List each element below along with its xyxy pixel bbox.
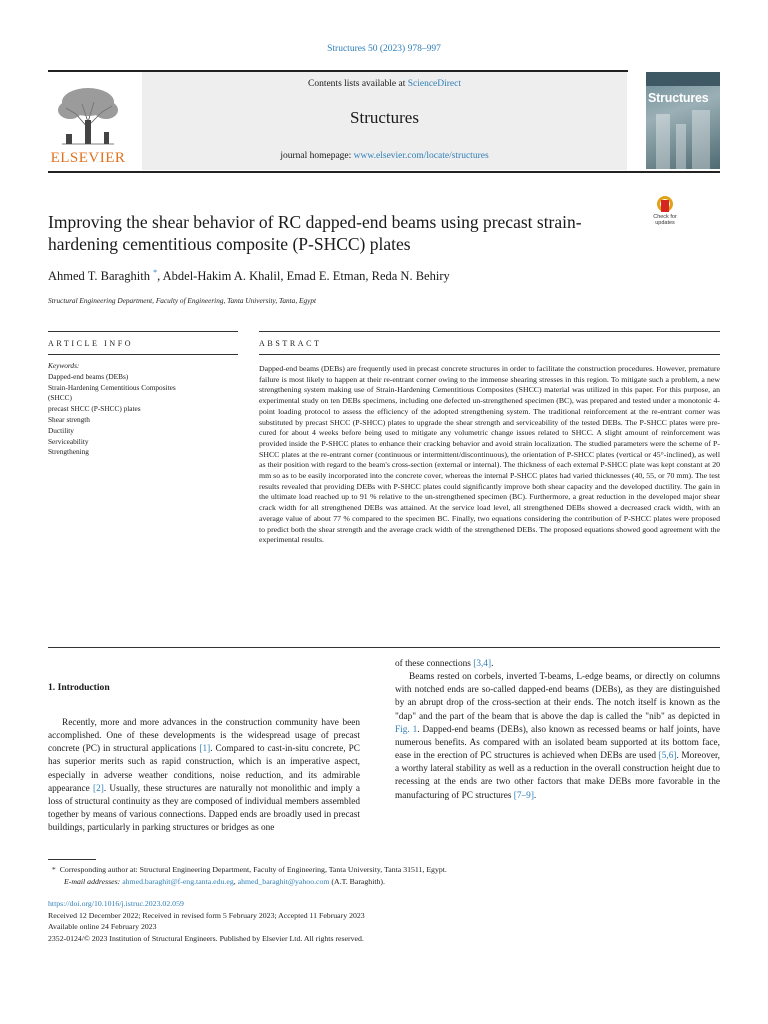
available-online: Available online 24 February 2023 xyxy=(48,922,157,931)
email-link[interactable]: ahmed.baraghit@f-eng.tanta.edu.eg xyxy=(122,877,234,886)
cover-top-bar xyxy=(646,72,720,86)
crossmark-label xyxy=(648,214,682,226)
footnote-mark: * xyxy=(51,865,56,874)
keywords-label: Keywords: xyxy=(48,361,80,370)
text-run: . Compared to cast-in-situ concrete, PC has superior merits such as rapid construction, which is an imperative aspect, especially in adverse weather conditions, noise reduction, and its admirable appearance xyxy=(48,744,360,794)
citation-link[interactable]: [2] xyxy=(93,783,104,794)
email-label: E-mail addresses: xyxy=(64,877,123,886)
keyword-item: (SHCC) xyxy=(48,393,72,403)
right-column xyxy=(395,658,720,803)
text-run: . xyxy=(491,659,494,669)
abstract-end-rule xyxy=(48,647,720,648)
email-footnote xyxy=(48,876,720,888)
article-info-bottom-rule xyxy=(48,354,238,355)
journal-name: Structures xyxy=(350,108,419,127)
article-info-top-rule xyxy=(48,331,238,332)
citation-link[interactable]: [1] xyxy=(199,744,211,755)
cover-building xyxy=(692,110,710,169)
crossmark-line1: Check for xyxy=(653,214,677,220)
citation-link[interactable]: [5,6] xyxy=(658,751,677,762)
section-heading-introduction: 1. Introduction xyxy=(48,682,110,693)
keyword-item: precast SHCC (P-SHCC) plates xyxy=(48,404,141,414)
keyword-item: Ductility xyxy=(48,425,74,435)
journal-reference[interactable]: Structures 50 (2023) 978–997 xyxy=(327,44,441,54)
corresponding-author-mark[interactable]: * xyxy=(153,268,158,277)
intro-paragraph-2 xyxy=(395,671,720,803)
publication-info xyxy=(48,898,720,944)
corresponding-author-footnote xyxy=(48,864,720,876)
text-run: . Dapped-end beams (DEBs), also known as recessed beams or half joints, have numerous benefits. As compared with an isolated beam supported at its bottom face, ease in the erection of PC structures is achieved when DEBs are used xyxy=(395,724,721,762)
abstract-top-rule xyxy=(259,331,720,332)
footnote-rule xyxy=(48,859,96,860)
homepage-prefix: journal homepage: xyxy=(280,151,354,161)
header-bottom-rule xyxy=(48,171,720,173)
text-run: Beams rested on corbels, inverted T-beams, L-edge beams, or directly on columns with notched ends are so-called dapped-end beams (DEBs), as they are distinguished by an abrupt drop of the cross-section at their ends. The notch itself is known as the "dap" and the part of the beam that is above the dap is called the "nib" as depicted in xyxy=(395,672,720,722)
sciencedirect-link[interactable]: ScienceDirect xyxy=(407,79,461,89)
text-run: of these connections xyxy=(395,659,474,669)
text-run: Recently, more and more advances in the construction community have been accomplished. One of these developments is the widespread usage of precast concrete (PC) in structural applications xyxy=(48,718,360,755)
article-info-heading: ARTICLE INFO xyxy=(48,339,134,348)
contents-prefix: Contents lists available at xyxy=(307,79,408,89)
email-link[interactable]: ahmed_baraghit@yahoo.com xyxy=(237,877,330,886)
intro-paragraph-1-continued xyxy=(395,658,720,671)
keyword-item: Dapped-end beams (DEBs) xyxy=(48,371,129,381)
crossmark-ribbon-icon xyxy=(661,200,669,212)
keyword-item: Strain-Hardening Cementitious Composites xyxy=(48,382,176,392)
email-separator: , xyxy=(233,877,238,886)
abstract-text: Dapped-end beams (DEBs) are frequently used in precast concrete structures in order to facilitate the construction procedures. However, premature failure is most likely to happen at their re-entrant corner owing to the immense shearing stresses in this region. To mitigate such a problem, a new strengthening system making use of Strain-Hardening Cementitious Composites (SHCC) material was utilized in this paper. For this purpose, an experimental study on ten DEBs specimens, including one defected un-strengthened specimen (BC), was prepared and tested under a monotonic 4-point loading protocol to assess the efficiency of the adopted strengthening system. The traditional reinforcement at the re-entrant corner was substituted by precast SHCC (P-SHCC) plates to upgrade the shear strength and serviceability of the tested DEBs. The P-SHCC plates were pre-cured for about 4 weeks before being used to mitigate any volumetric change issues related to SHCC. A slight amount of reinforcement was provided inside the P-SHCC plates to enhance their cracking behavior and avoid strain localization. The studied parameters were the scheme of P-SHCC plates at the re-entrant corner (continuous or intermittent/discontinuous), the orientation of P-SHCC plates (vertical or 45°-inclined), as well as their position with regard to the beam's cross-section (external or internal). The thickness of each external P-SHCC plate was kept constant at 20 mm so as to be easily incorporated into the concrete cover, whereas the internal P-SHCC plates had varied thicknesses (40, 55, or 70 mm). The test results revealed that providing DEBs with P-SHCC plates could significantly improve both shear capacity and the developed ductility. The gain in the ultimate load reached up to 91 % relative to the un-strengthened specimen (BC). Furthermore, a great reduction in the developed major shear crack width for all strengthened DEBs was attained. At the service load level, all strengthened DEBs showed a decreased crack width, with an average value of about 77 % compared to the specimen BC. Finally, two equations considering the contribution of P-SHCC plates were proposed to predict both the shear strength and the average crack width of the strengthened DEBs. The proposed equations showed good agreement with the experimental results. xyxy=(259,364,720,545)
footnotes xyxy=(48,864,720,888)
contents-line xyxy=(142,79,627,89)
affiliation: Structural Engineering Department, Faculty of Engineering, Tanta University, Tanta, Egypt xyxy=(48,296,317,305)
journal-homepage-link[interactable]: www.elsevier.com/locate/structures xyxy=(353,151,489,161)
text-run: . Usually, these structures are naturally not monolithic and imply a loss of structural continuity as they are composed of individual members assembled together by means of various connections. Dapped ends are broadly used in precast buildings, particularly in parking structures or bridges as one xyxy=(48,783,360,834)
abstract-bottom-rule xyxy=(259,354,720,355)
crossmark-line2: updates xyxy=(655,220,675,226)
email-suffix: (A.T. Baraghith). xyxy=(329,877,385,886)
cover-building xyxy=(656,114,670,169)
left-column xyxy=(48,717,360,835)
text-run: . Moreover, a worthy lateral stability as well as a reduction in the overall construction height due to recessing at the ends are two other factors that make DEBs more favorable in the manufacturing of PC structures xyxy=(395,751,720,801)
citation-link[interactable]: [3,4] xyxy=(473,659,492,669)
abstract-heading: ABSTRACT xyxy=(259,339,322,348)
author-list xyxy=(48,268,668,284)
cover-building xyxy=(676,124,686,169)
keyword-item: Shear strength xyxy=(48,414,90,424)
other-authors: , Abdel-Hakim A. Khalil, Emad E. Etman, Reda N. Behiry xyxy=(157,269,450,284)
keywords-block xyxy=(48,361,238,458)
article-title: Improving the shear behavior of RC dapped-end beams using precast strain-hardening cementitious composite (P-SHCC) plates xyxy=(48,212,582,254)
citation-link[interactable]: [7–9] xyxy=(513,790,534,801)
doi-link[interactable]: https://doi.org/10.1016/j.istruc.2023.02.059 xyxy=(48,899,184,908)
first-author[interactable]: Ahmed T. Baraghith xyxy=(48,269,150,284)
footnote-text: Corresponding author at: Structural Engineering Department, Faculty of Engineering, Tanta University, Tanta 31511, Egypt. xyxy=(59,865,447,874)
check-for-updates-badge[interactable] xyxy=(648,196,682,236)
intro-paragraph-1 xyxy=(48,717,360,835)
journal-cover-thumbnail[interactable] xyxy=(646,72,720,169)
text-run: . xyxy=(533,790,537,801)
homepage-line xyxy=(142,151,627,161)
figure-link[interactable]: Fig. 1 xyxy=(395,724,418,735)
elsevier-wordmark: ELSEVIER xyxy=(50,150,126,166)
keyword-item: Strengthening xyxy=(48,447,89,457)
copyright-line: 2352-0124/© 2023 Institution of Structural Engineers. Published by Elsevier Ltd. All rights reserved. xyxy=(48,933,364,943)
cover-title: Structures xyxy=(648,91,709,105)
received-dates: Received 12 December 2022; Received in revised form 5 February 2023; Accepted 11 February 2023 xyxy=(48,910,365,920)
keyword-item: Serviceability xyxy=(48,436,89,446)
